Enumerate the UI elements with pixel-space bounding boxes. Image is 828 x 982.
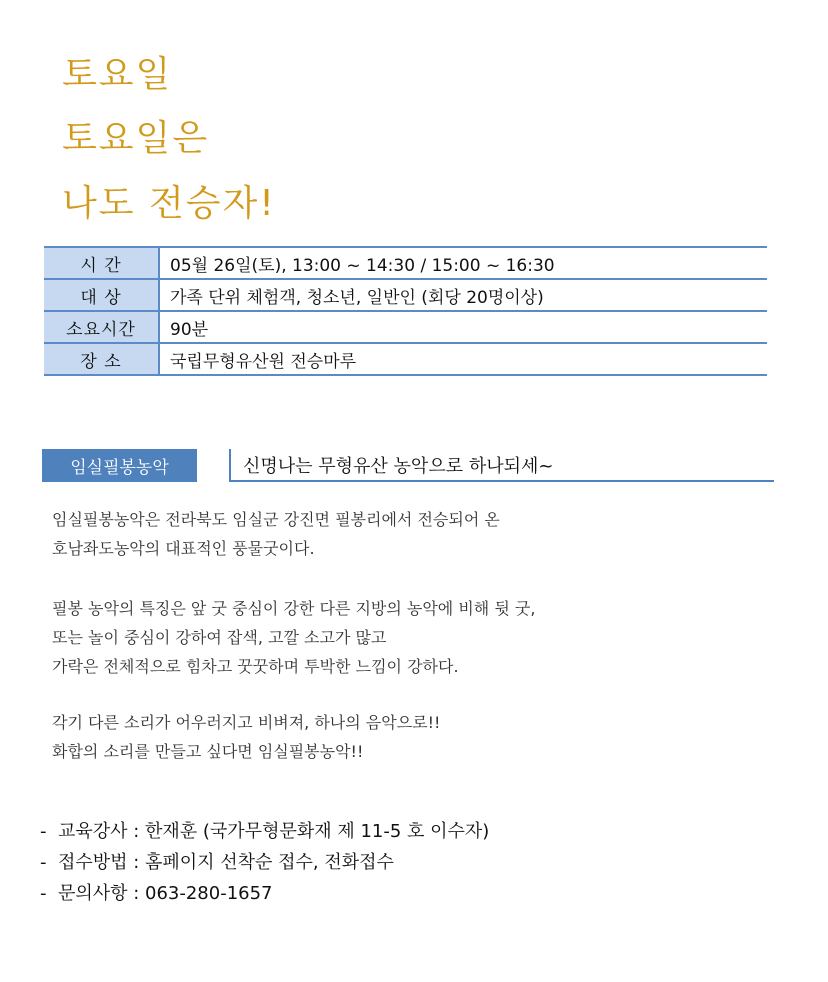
info-value: 가족 단위 체험객, 청소년, 일반인 (회당 20명이상) xyxy=(159,279,767,311)
paragraph-invite xyxy=(52,708,440,766)
title-line-1: 토요일 xyxy=(62,54,173,95)
paragraph-line: 또는 놀이 중심이 강하여 잡색, 고깔 소고가 많고 xyxy=(52,628,387,647)
note-instructor: - 교육강사 : 한재훈 (국가무형문화재 제 11-5 호 이수자) xyxy=(40,821,490,842)
title-line-2: 토요일은 xyxy=(62,118,210,159)
note-registration: - 접수방법 : 홈페이지 선착순 접수, 전화접수 xyxy=(40,852,394,873)
info-row-place xyxy=(44,343,767,375)
title-line-3: 나도 전승자! xyxy=(62,183,276,224)
section-headline-text: 신명나는 무형유산 농악으로 하나되세~ xyxy=(243,455,554,477)
section-headline xyxy=(229,449,774,482)
section-tag: 임실필봉농악 xyxy=(42,449,197,482)
info-row-duration xyxy=(44,311,767,343)
info-label: 소요시간 xyxy=(44,311,159,343)
info-value: 05월 26일(토), 13:00 ~ 14:30 / 15:00 ~ 16:30 xyxy=(159,247,767,279)
info-value: 국립무형유산원 전승마루 xyxy=(159,343,767,375)
paragraph-line: 호남좌도농악의 대표적인 풍물굿이다. xyxy=(52,539,315,558)
paragraph-line: 화합의 소리를 만들고 싶다면 임실필봉농악!! xyxy=(52,742,364,761)
info-row-target xyxy=(44,279,767,311)
info-label: 대 상 xyxy=(44,279,159,311)
notes-list xyxy=(40,816,489,909)
paragraph-line: 가락은 전체적으로 힘차고 꿋꿋하며 투박한 느낌이 강하다. xyxy=(52,657,459,676)
paragraph-line: 각기 다른 소리가 어우러지고 비벼져, 하나의 음악으로!! xyxy=(52,713,441,732)
note-contact: - 문의사항 : 063-280-1657 xyxy=(40,883,273,904)
paragraph-line: 필봉 농악의 특징은 앞 굿 중심이 강한 다른 지방의 농악에 비해 뒷 굿, xyxy=(52,599,536,618)
info-label: 장 소 xyxy=(44,343,159,375)
info-row-time xyxy=(44,247,767,279)
paragraph-intro xyxy=(52,505,500,563)
info-value: 90분 xyxy=(159,311,767,343)
info-table xyxy=(44,246,767,376)
paragraph-features xyxy=(52,594,535,681)
paragraph-line: 임실필봉농악은 전라북도 임실군 강진면 필봉리에서 전승되어 온 xyxy=(52,510,500,529)
info-label: 시 간 xyxy=(44,247,159,279)
